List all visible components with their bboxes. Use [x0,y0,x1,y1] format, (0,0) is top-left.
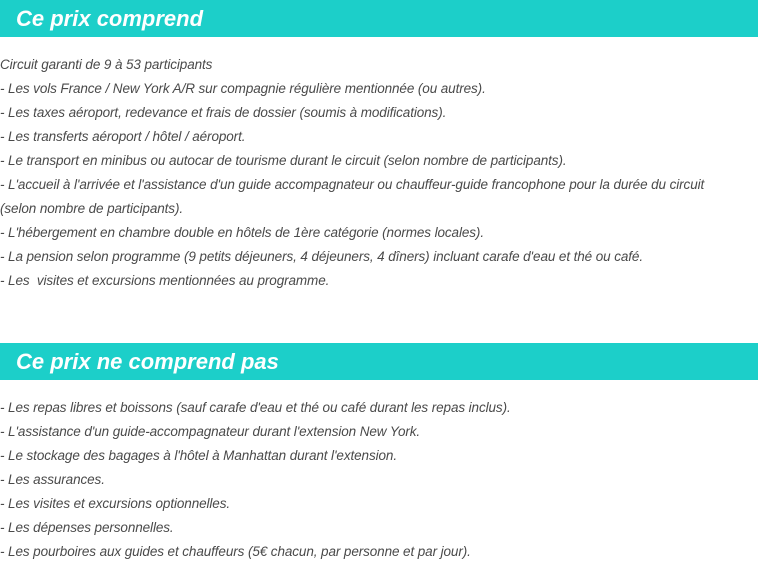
excluded-section-header [0,343,758,380]
included-list [0,53,758,293]
included-line: - Les vols France / New York A/R sur compagnie régulière mentionnée (ou autres). [0,81,486,96]
included-line: Circuit garanti de 9 à 53 participants [0,57,213,72]
included-line: - Les taxes aéroport, redevance et frais de dossier (soumis à modifications). [0,105,447,120]
excluded-list [0,396,758,564]
excluded-line: - Le stockage des bagages à l'hôtel à Manhattan durant l'extension. [0,448,397,463]
included-line: - Les transferts aéroport / hôtel / aéroport. [0,129,246,144]
included-line: - Le transport en minibus ou autocar de tourisme durant le circuit (selon nombre de participants). [0,153,567,168]
included-line: - L'hébergement en chambre double en hôtels de 1ère catégorie (normes locales). [0,225,484,240]
included-section-title: Ce prix comprend [16,6,204,31]
excluded-section-title: Ce prix ne comprend pas [16,349,279,374]
included-line: - La pension selon programme (9 petits déjeuners, 4 déjeuners, 4 dîners) incluant carafe d'eau et thé ou café. [0,249,643,264]
included-line: - Les visites et excursions mentionnées au programme. [0,273,330,288]
included-line: (selon nombre de participants). [0,201,183,216]
excluded-line: - Les assurances. [0,472,105,487]
included-section-header [0,0,758,37]
excluded-line: - Les pourboires aux guides et chauffeurs (5€ chacun, par personne et par jour). [0,544,471,559]
excluded-line: - Les repas libres et boissons (sauf carafe d'eau et thé ou café durant les repas inclus). [0,400,511,415]
included-line: - L'accueil à l'arrivée et l'assistance d'un guide accompagnateur ou chauffeur-guide francophone pour la durée du circuit [0,177,705,192]
excluded-line: - Les dépenses personnelles. [0,520,174,535]
excluded-line: - L'assistance d'un guide-accompagnateur durant l'extension New York. [0,424,421,439]
excluded-line: - Les visites et excursions optionnelles. [0,496,231,511]
